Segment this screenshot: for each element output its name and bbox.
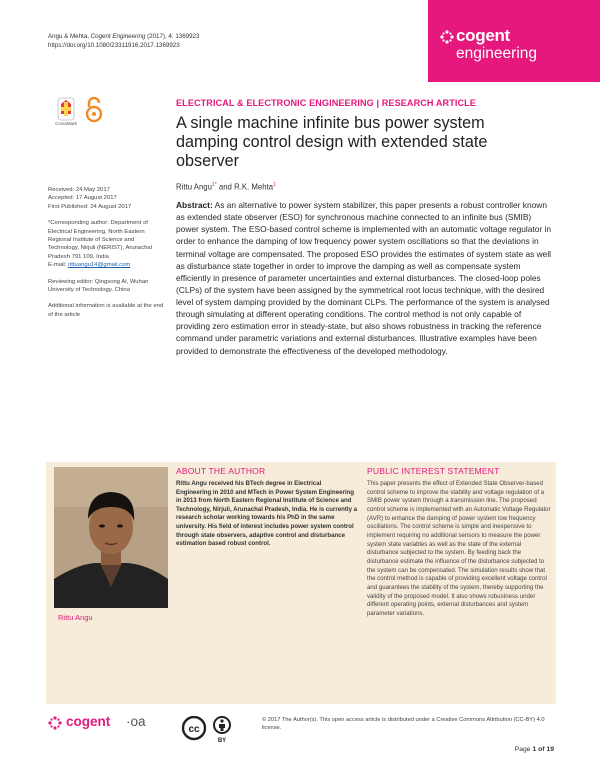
corresponding-block bbox=[48, 219, 166, 269]
about-author-heading: ABOUT THE AUTHOR bbox=[176, 466, 266, 476]
public-interest-heading: PUBLIC INTEREST STATEMENT bbox=[367, 466, 500, 476]
creative-commons-icon bbox=[183, 717, 205, 739]
abstract bbox=[176, 199, 556, 357]
citation-rest: (2017), 4: 1369923 bbox=[147, 33, 200, 40]
cogent-dots-icon bbox=[440, 30, 454, 44]
logo-text-oa: ·oa bbox=[126, 714, 146, 729]
journal-brand-logo[interactable] bbox=[428, 0, 600, 82]
public-interest-text: This paper presents the effect of Extended State Observer-based control scheme to improve the stability and voltage regulation of a SMIB power system through a transmission line. The proposed control scheme is implemented with an Automatic Voltage Regulator (AVR) to enhance the damping of power system low frequency oscillations. The control scheme is simple and inexpensive to implement requiring no additional sensors to measure the power system state variables as well as the state of the external disturbance subjected to the system. By feeding back the disturbance estimate the influence of the disturbance subjected to the system can be compensated. The simulation results show that the control method is capable of providing excellent voltage control and guarantees the stability of the system, thereby supporting the validity of the proposed model. It also shows robustness under different operating points, external disturbances and system parameter variations. bbox=[367, 480, 551, 617]
abstract-label: Abstract: bbox=[176, 200, 213, 210]
published-date: First Published: 24 August 2017 bbox=[48, 203, 132, 210]
article-title: A single machine infinite bus power system damping control design with extended state observer bbox=[176, 114, 488, 171]
received-date: Received: 24 May 2017 bbox=[48, 187, 110, 193]
author-2-affiliation: 1 bbox=[273, 182, 276, 188]
email-label: E-mail: bbox=[48, 262, 68, 269]
author-1[interactable]: Rittu Angu bbox=[176, 182, 212, 192]
cc-by-license-badge[interactable] bbox=[180, 716, 252, 744]
crossmark-label: CrossMark bbox=[55, 121, 77, 126]
author-photo bbox=[54, 467, 168, 608]
dates-block bbox=[48, 186, 166, 211]
citation-header bbox=[48, 32, 199, 50]
abstract-text: As an alternative to power system stabilizer, this paper presents a robust controller known as extended state observer (ESO) for synchronous machine connected to an infinite bus (SMIB) power system. The ESO-based control scheme is implemented with an automatic voltage regulator in order to enhance the damping of low frequency power system oscillations so that the deviations in terminal voltage are compensated. The proposed ESO provides the estimates of system state as well as disturbance state together in order to improve the damping as well as compensate system efficiently in presence of parameter uncertainties and external disturbances. The closed-loop poles (CLPs) of the system have been assigned by the symmetrical root locus technique, with the desired level of system damping provided by the dominant CLPs. The performance of the system is analysed through simulating at different operating conditions. The control method is not only capable of providing zero estimation error in steady-state, but also shows robustness in tracking the reference command under parametric variations and external disturbances. Illustrative examples have been provided to demonstrate the effectiveness of the developed methodology. bbox=[176, 200, 552, 356]
section-label: ELECTRICAL & ELECTRONIC ENGINEERING | RESEARCH ARTICLE bbox=[176, 98, 476, 108]
citation-authors: Angu & Mehta, bbox=[48, 33, 89, 40]
by-label: BY bbox=[217, 738, 227, 744]
author-separator: and bbox=[216, 182, 235, 192]
brand-line1: cogent bbox=[456, 26, 510, 45]
corresponding-author: *Corresponding author: Department of Electrical Engineering, North Eastern Regional Institute of Science and Technology, Nirjuli (NERIST), Arunachal Pradesh 791 109, India bbox=[48, 220, 152, 260]
about-author-text: Rittu Angu received his BTech degree in Electrical Engineering in 2010 and MTech in Power System Engineering in 2013 from North Eastern Regional Institute of Science and Technology, Nirjuli, Arunachal Pradesh, India. He is currently a research scholar working towards his PhD in the same university. His field of interest includes power system control through state observers, adaptive control and disturbance estimation based robust control. bbox=[176, 480, 358, 548]
photo-caption: Rittu Angu bbox=[58, 613, 93, 622]
email-link[interactable]: rittuangu14@gmail.com bbox=[67, 262, 131, 269]
open-access-icon bbox=[87, 98, 101, 121]
page-label: Page bbox=[514, 746, 531, 753]
citation-journal: Cogent Engineering bbox=[90, 33, 146, 40]
doi-link[interactable]: https://doi.org/10.1080/23311916.2017.1369923 bbox=[48, 42, 180, 49]
brand-line2: engineering bbox=[456, 45, 538, 62]
additional-info: Additional information is available at the end of the article bbox=[48, 303, 164, 318]
attribution-icon bbox=[214, 717, 230, 744]
logo-text-cogent: cogent bbox=[66, 714, 111, 729]
cc-label: cc bbox=[188, 724, 200, 735]
author-2[interactable]: R.K. Mehta bbox=[234, 182, 274, 192]
author-1-affiliation: 1* bbox=[211, 182, 217, 188]
accepted-date: Accepted: 17 August 2017 bbox=[48, 195, 117, 202]
page-value: 1 of 19 bbox=[532, 746, 554, 753]
license-text: © 2017 The Author(s). This open access article is distributed under a Creative Commons Attribution (CC-BY) 4.0 license. bbox=[262, 717, 545, 732]
crossmark-icon[interactable] bbox=[58, 98, 74, 120]
cogent-oa-dots-icon bbox=[48, 716, 62, 730]
author-line bbox=[176, 182, 276, 192]
page-number bbox=[515, 746, 554, 753]
article-sidebar bbox=[48, 186, 166, 327]
reviewing-editor: Reviewing editor: Qingsong Ai, Wuhan University of Technology, China bbox=[48, 278, 149, 294]
